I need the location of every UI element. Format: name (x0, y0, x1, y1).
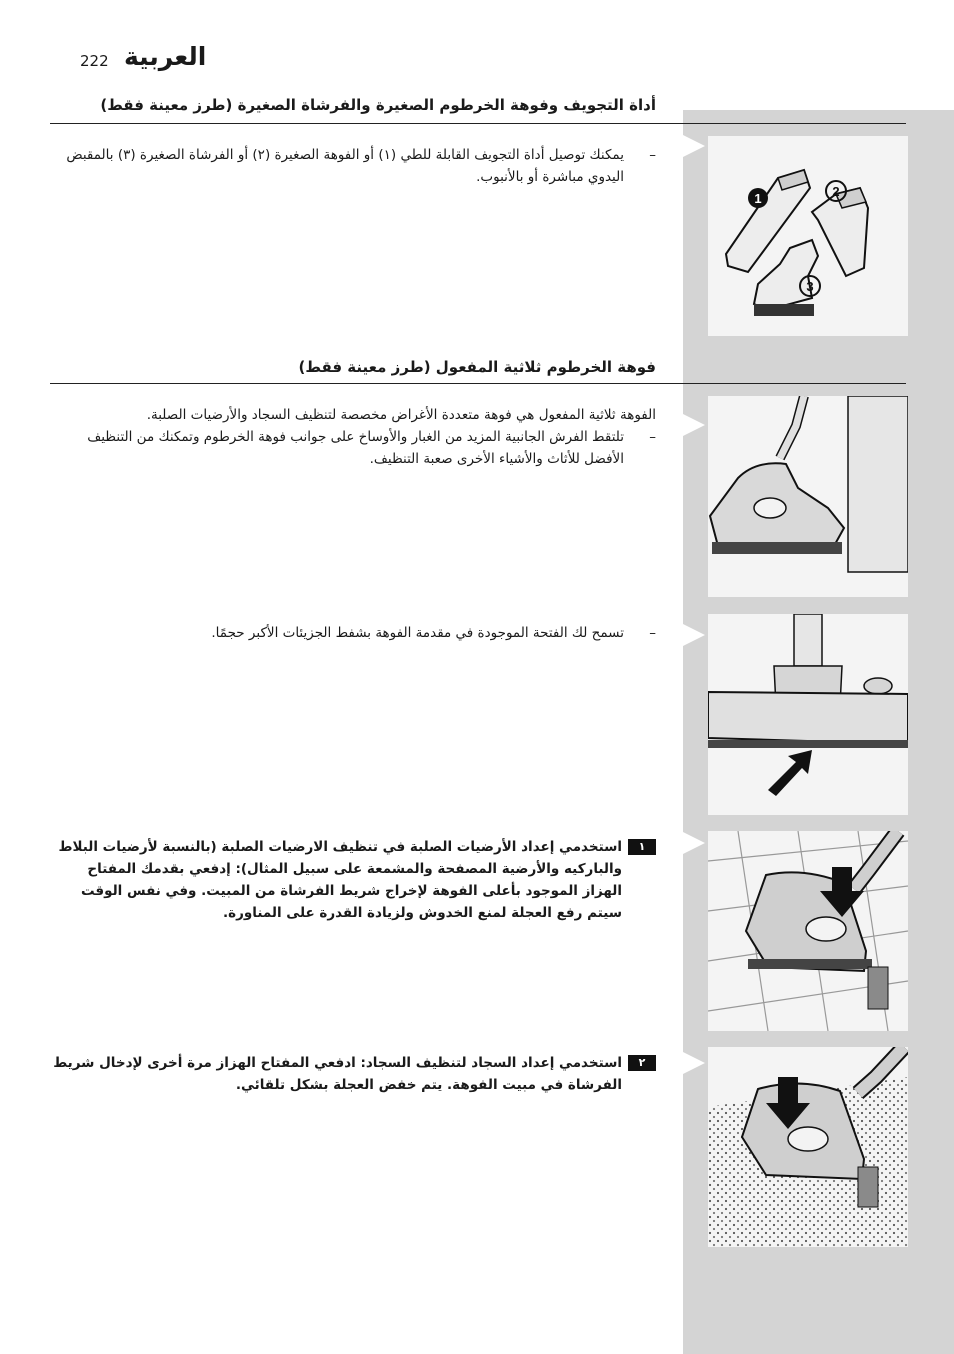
svg-text:2: 2 (832, 184, 840, 199)
photo-pointer (683, 135, 705, 157)
section-divider (50, 383, 906, 384)
hard-floor-setting-image (708, 831, 908, 1031)
photo-pointer (683, 624, 705, 646)
dash-marker: – (649, 625, 656, 641)
page-number: 222 (80, 52, 109, 70)
paragraph-triactive (50, 404, 656, 470)
front-opening-text: تسمح لك الفتحة الموجودة في مقدمة الفوهة بشفط الجزيئات الأكبر حجمًا. (211, 625, 624, 641)
step-two-text: استخدمي إعداد السجاد لتنظيف السجاد: ادفعي المفتاح الهزاز مرة أخرى لإدخال شريط الفرشاة في مبيت الفوهة. يتم خفض العجلة بشكل تلقائي. (53, 1055, 622, 1093)
triactive-intro: الفوهة ثلاثية المفعول هي فوهة متعددة الأغراض مخصصة لتنظيف السجاد والأرضيات الصلبة. (146, 407, 656, 423)
language-heading: العربية (124, 42, 207, 71)
nozzle-front-opening-image (708, 614, 908, 815)
step-one (50, 836, 656, 924)
accessories-image (708, 136, 908, 336)
svg-text:1: 1 (754, 191, 762, 206)
paragraph-front-opening (50, 622, 656, 644)
label-one (748, 188, 768, 208)
step-one-text: استخدمي إعداد الأرضيات الصلبة في تنظيف الارضيات الصلبة (بالنسبة لأرضيات البلاط والباركيه والأرضية المصفحة والمشمعة على سبيل المثال): إدفعي بقدمك المفتاح الهزاز الموجود بأعلى الفوهة لإخراج شريط الفرشاة من المبيت. وفي نفس الوقت سيتم رفع العجلة لمنع الخدوش ولزيادة القدرة على المناورة. (58, 839, 622, 921)
section-title-triactive: فوهة الخرطوم ثلاثية المفعول (طرز معينة فقط) (298, 358, 656, 376)
label-two (826, 181, 846, 201)
photo-pointer (683, 1052, 705, 1074)
triactive-bullet (50, 426, 656, 470)
photo-pointer (683, 832, 705, 854)
svg-text:3: 3 (806, 279, 814, 294)
section-divider (50, 123, 906, 124)
section-title-tools: أداة التجويف وفوهة الخرطوم الصغيرة والفرشاة الصغيرة (طرز معينة فقط) (100, 96, 656, 114)
step-number-badge: ٢ (628, 1055, 656, 1071)
side-brushes-text: تلتقط الفرش الجانبية المزيد من الغبار والأوساخ على جوانب فوهة الخرطوم وتمكنك من التنظيف الأفضل للأثاث والأشياء الأخرى صعبة التنظيف. (87, 429, 624, 467)
dash-marker: – (649, 147, 656, 163)
step-number-badge: ١ (628, 839, 656, 855)
dash-marker: – (649, 429, 656, 445)
step-two (50, 1052, 656, 1096)
accessories-text: يمكنك توصيل أداة التجويف القابلة للطي (١) أو الفوهة الصغيرة (٢) أو الفرشاة الصغيرة (٣) بالمقبض اليدوي مباشرة أو بالأنبوب. (66, 147, 624, 185)
photo-pointer (683, 414, 705, 436)
nozzle-furniture-image (708, 396, 908, 597)
carpet-setting-image (708, 1047, 908, 1247)
paragraph-accessories (50, 144, 656, 188)
